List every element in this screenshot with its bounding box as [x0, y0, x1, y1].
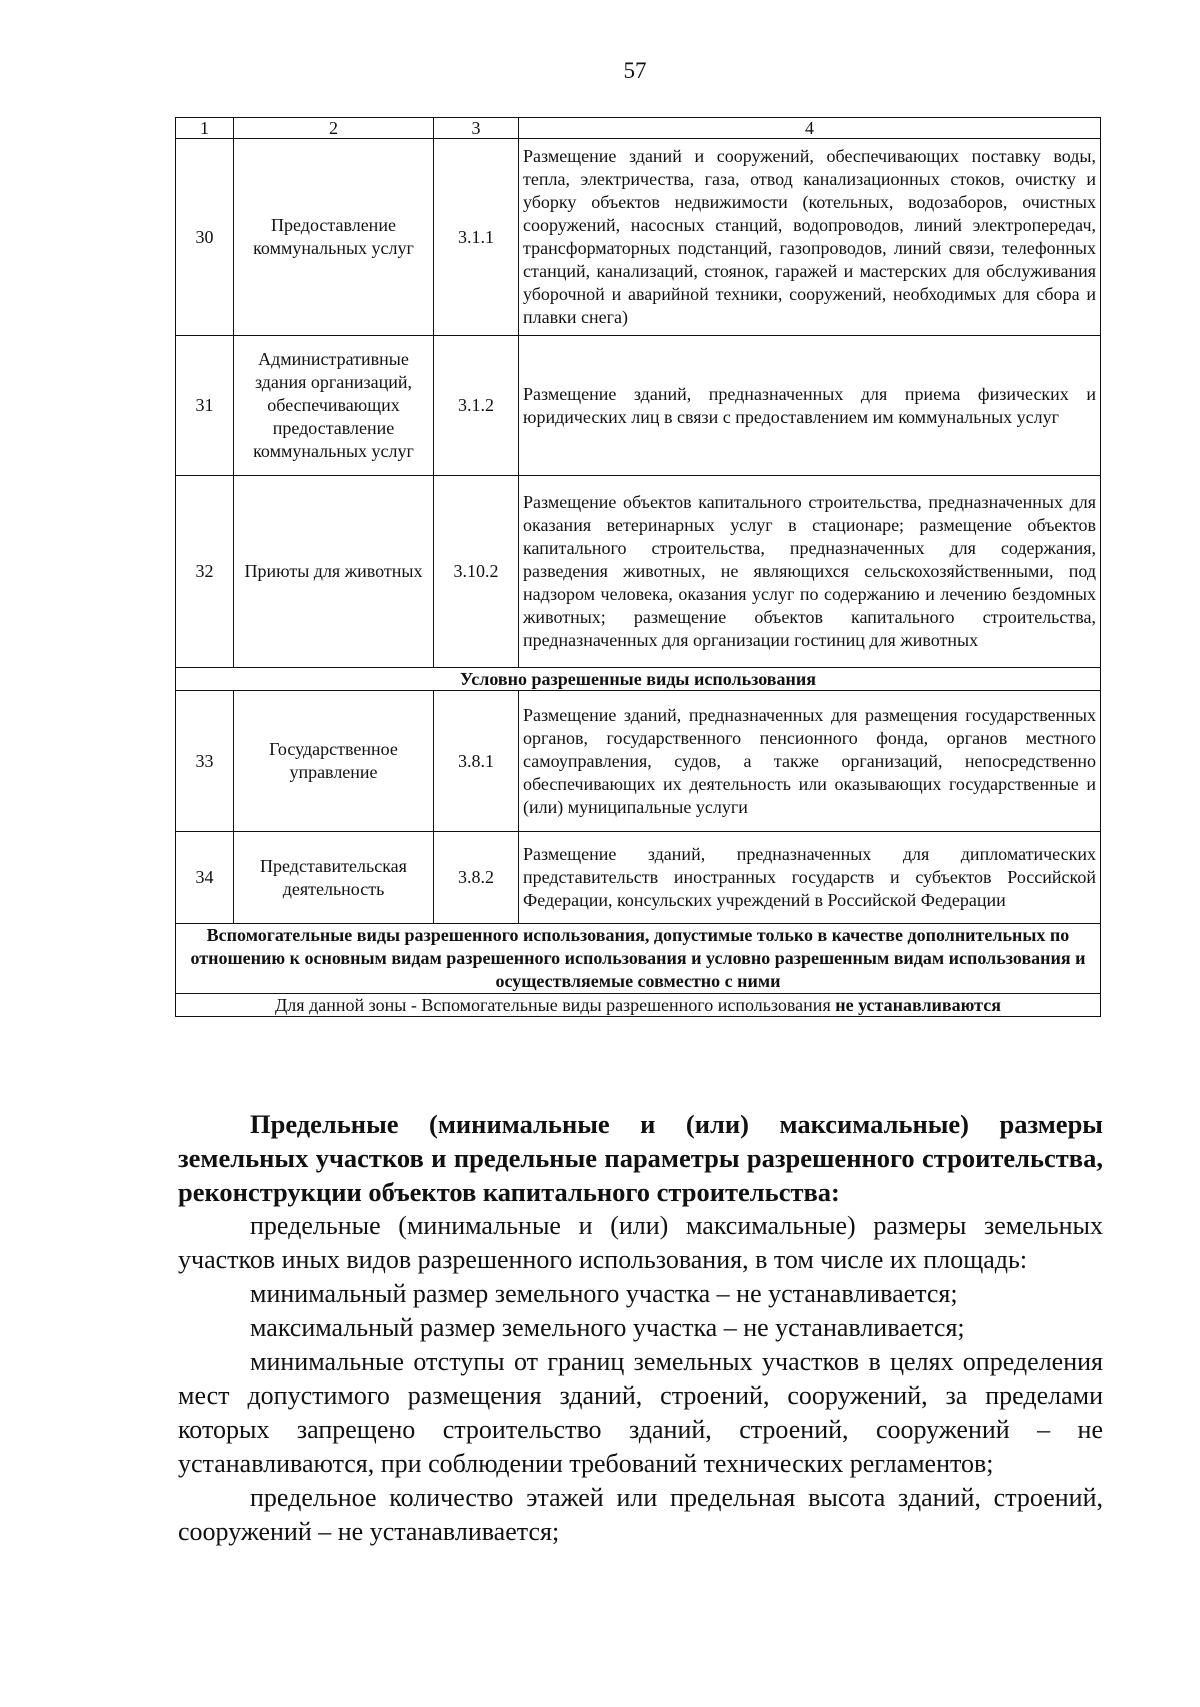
regulations-text [178, 1107, 1103, 1549]
header-cell: 2 [234, 118, 434, 139]
row-number: 34 [176, 832, 234, 924]
use-type-description: Размещение зданий, предназначенных для размещения государственных органов, государственного пенсионного фонда, органов местного самоуправления, судов, а также организаций, непосредственно обеспечивающих их деятельность или оказывающих государственные и (или) муниципальные услуги [519, 691, 1101, 832]
table-row [176, 832, 1101, 924]
body-paragraph: минимальные отступы от границ земельных участков в целях определения мест допустимого размещения зданий, строений, сооружений, за пределами которых запрещено строительство зданий, строений, сооружений – не устанавливаются, при соблюдении требований технических регламентов; [178, 1347, 1103, 1478]
row-number: 31 [176, 336, 234, 476]
zone-note-text: Для данной зоны - Вспомогательные виды разрешенного использования [275, 995, 831, 1015]
section-row-conditional [176, 668, 1101, 691]
land-use-table [175, 117, 1101, 1017]
zone-note [176, 994, 1101, 1017]
table-row [176, 691, 1101, 832]
header-cell: 3 [434, 118, 519, 139]
body-paragraph: максимальный размер земельного участка – не устанавливается; [250, 1313, 965, 1342]
zone-note-bold: не устанавливаются [835, 995, 1001, 1015]
use-type-description: Размещение зданий и сооружений, обеспечивающих поставку воды, тепла, электричества, газа, отвод канализационных стоков, очистку и уборку объектов недвижимости (котельных, водозаборов, очистных сооружений, насосных станций, водопроводов, линий электропередач, трансформаторных подстанций, газопроводов, линий связи, телефонных станций, канализаций, стоянок, гаражей и мастерских для обслуживания уборочной и аварийной техники, сооружений, необходимых для сбора и плавки снега) [519, 139, 1101, 336]
use-type-description: Размещение зданий, предназначенных для приема физических и юридических лиц в связи с предоставлением им коммунальных услуг [519, 336, 1101, 476]
use-type-name: Предоставление коммунальных услуг [234, 139, 434, 336]
header-cell: 1 [176, 118, 234, 139]
use-type-name: Административные здания организаций, обеспечивающих предоставление коммунальных услуг [234, 336, 434, 476]
section-title-conditional: Условно разрешенные виды использования [176, 668, 1101, 691]
use-type-name: Государственное управление [234, 691, 434, 832]
use-type-name: Представительская деятельность [234, 832, 434, 924]
use-type-code: 3.10.2 [434, 476, 519, 668]
use-type-name: Приюты для животных [234, 476, 434, 668]
table-row [176, 476, 1101, 668]
row-number: 30 [176, 139, 234, 336]
header-cell: 4 [519, 118, 1101, 139]
page-number: 57 [623, 58, 647, 83]
row-number: 33 [176, 691, 234, 832]
row-number: 32 [176, 476, 234, 668]
use-type-code: 3.8.2 [434, 832, 519, 924]
use-type-code: 3.1.2 [434, 336, 519, 476]
body-paragraph: минимальный размер земельного участка – не устанавливается; [250, 1279, 958, 1308]
use-type-description: Размещение зданий, предназначенных для дипломатических представительств иностранных государств и субъектов Российской Федерации, консульских учреждений в Российской Федерации [519, 832, 1101, 924]
section-title-auxiliary: Вспомогательные виды разрешенного использования, допустимые только в качестве дополнительных по отношению к основным видам разрешенного использования и условно разрешенным видам использования и осуществляемые совместно с ними [176, 924, 1101, 994]
use-type-code: 3.8.1 [434, 691, 519, 832]
zone-note-row [176, 994, 1101, 1017]
table-row [176, 336, 1101, 476]
section-heading: Предельные (минимальные и (или) максимальные) размеры земельных участков и предельные параметры разрешенного строительства, реконструкции объектов капитального строительства: [178, 1109, 1103, 1207]
table-row [176, 139, 1101, 336]
table-header-row [176, 118, 1101, 139]
body-paragraph: предельные (минимальные и (или) максимальные) размеры земельных участков иных видов разрешенного использования, в том числе их площадь: [178, 1211, 1103, 1274]
use-type-description: Размещение объектов капитального строительства, предназначенных для оказания ветеринарных услуг в стационаре; размещение объектов капитального строительства, предназначенных для содержания, разведения животных, не являющихся сельскохозяйственными, под надзором человека, оказания услуг по содержанию и лечению бездомных животных; размещение объектов капитального строительства, предназначенных для организации гостиниц для животных [519, 476, 1101, 668]
body-paragraph: предельное количество этажей или предельная высота зданий, строений, сооружений – не устанавливается; [178, 1483, 1103, 1546]
section-row-auxiliary [176, 924, 1101, 994]
use-type-code: 3.1.1 [434, 139, 519, 336]
